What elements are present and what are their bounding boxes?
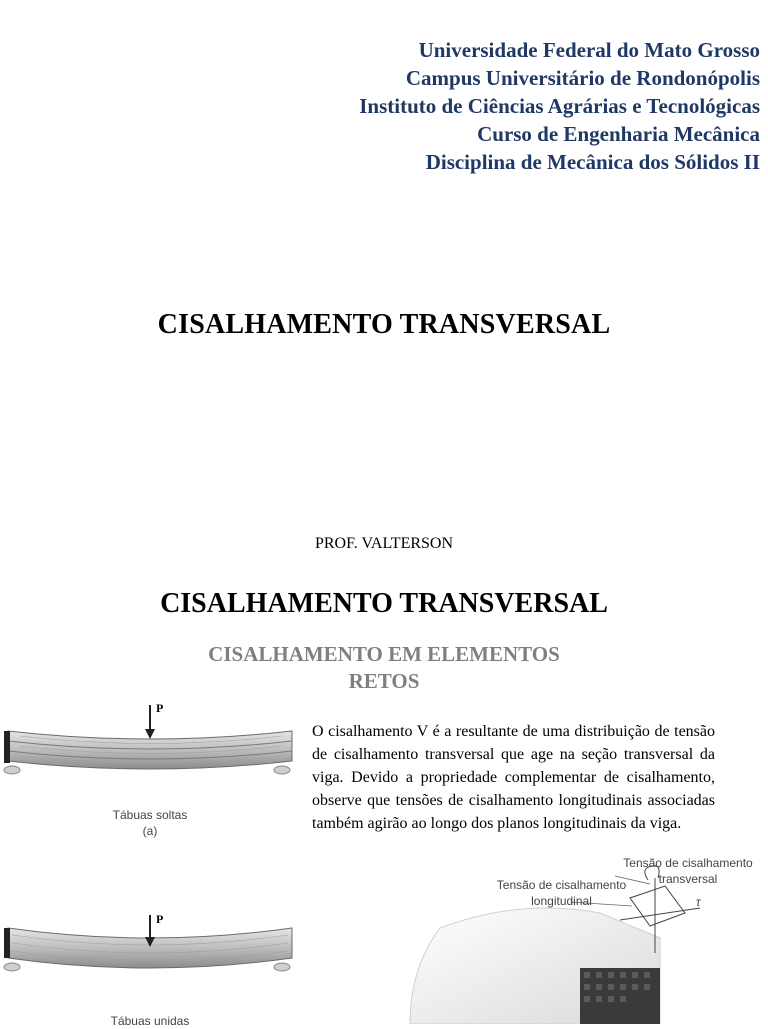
load-label: P xyxy=(156,912,164,926)
shear-stress-figure xyxy=(400,858,768,1024)
explanation-paragraph: O cisalhamento V é a resultante de uma distribuição de tensão de cisalhamento transversal que age na seção transversal da viga. Devido a propriedade complementar de cisalhamento, observe que tensões de cisalhamento longitudinais associadas também agirão ao longo dos planos longitudinais da viga. xyxy=(312,723,715,832)
subtitle-line: RETOS xyxy=(348,669,420,693)
label-line: transversal xyxy=(658,872,718,886)
institution-header xyxy=(359,36,760,176)
institution-line: Disciplina de Mecânica dos Sólidos II xyxy=(425,150,760,174)
loose-boards xyxy=(4,705,292,774)
subtitle-line: CISALHAMENTO EM ELEMENTOS xyxy=(208,642,560,666)
professor-name: PROF. VALTERSON xyxy=(314,535,454,552)
institution-line: Curso de Engenharia Mecânica xyxy=(477,122,760,146)
caption-line: Tábuas soltas xyxy=(112,808,188,822)
slide-subtitle xyxy=(160,641,608,695)
boards-figure xyxy=(0,701,300,1028)
slide-title: CISALHAMENTO TRANSVERSAL xyxy=(157,309,611,340)
tau-symbol: τ xyxy=(696,895,701,909)
caption-loose xyxy=(80,807,220,839)
label-line: longitudinal xyxy=(531,894,592,908)
glued-boards xyxy=(4,915,292,971)
arrow-head-icon xyxy=(145,729,155,739)
caption-line: (a) xyxy=(142,824,158,838)
label-line: Tensão de cisalhamento xyxy=(496,878,627,892)
institution-line: Instituto de Ciências Agrárias e Tecnológicas xyxy=(359,94,760,118)
boards-illustration xyxy=(0,703,300,1024)
institution-line: Universidade Federal do Mato Grosso xyxy=(418,38,760,62)
caption-glued: Tábuas unidas xyxy=(110,1014,190,1028)
load-label: P xyxy=(156,701,164,715)
slide-title: CISALHAMENTO TRANSVERSAL xyxy=(160,588,608,619)
label-longitudinal xyxy=(484,877,639,909)
content-slide xyxy=(0,575,768,1028)
label-line: Tensão de cisalhamento xyxy=(623,856,753,870)
institution-line: Campus Universitário de Rondonópolis xyxy=(405,66,760,90)
